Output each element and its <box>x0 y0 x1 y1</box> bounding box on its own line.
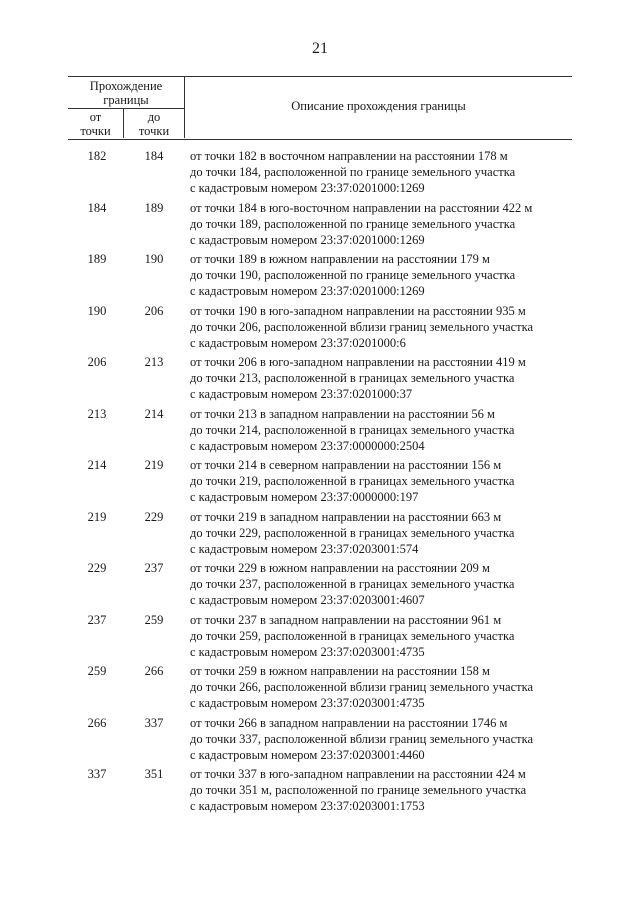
description-line: от точки 213 в западном направлении на расстоянии 56 м <box>190 406 495 421</box>
header-to-line2: точки <box>138 124 170 138</box>
from-point-cell: 184 <box>87 200 107 215</box>
description-cell <box>190 612 572 660</box>
from-point-cell: 266 <box>87 715 107 730</box>
description-line: с кадастровым номером 23:37:0203001:574 <box>190 541 419 556</box>
description-line: с кадастровым номером 23:37:0203001:4735 <box>190 696 425 710</box>
description-line: с кадастровым номером 23:37:0203001:4735 <box>190 644 425 659</box>
table-row <box>68 509 572 561</box>
header-from-point <box>68 110 123 138</box>
from-point-cell: 219 <box>87 509 107 524</box>
description-line: до точки 259, расположенной в границах земельного участка <box>190 628 515 643</box>
to-point-cell: 189 <box>144 200 164 215</box>
description-line: с кадастровым номером 23:37:0201000:6 <box>190 335 406 350</box>
description-line: с кадастровым номером 23:37:0203001:4460 <box>190 747 425 762</box>
from-point-cell: 229 <box>87 561 107 575</box>
description-line: от точки 190 в юго-западном направлении на расстоянии 935 м <box>190 303 526 318</box>
description-cell <box>190 406 572 454</box>
description-line: от точки 189 в южном направлении на расстоянии 179 м <box>190 252 490 266</box>
description-cell <box>190 148 572 196</box>
description-line: до точки 184, расположенной по границе земельного участка <box>190 165 516 179</box>
description-cell <box>190 251 572 299</box>
description-line: до точки 189, расположенной по границе земельного участка <box>190 216 516 231</box>
description-line: от точки 184 в юго-восточном направлении на расстоянии 422 м <box>190 200 533 215</box>
description-line: от точки 182 в восточном направлении на расстоянии 178 м <box>190 149 508 163</box>
header-group-label-line2: границы <box>103 93 149 107</box>
description-line: с кадастровым номером 23:37:0201000:1269 <box>190 284 425 298</box>
table-row <box>68 200 572 252</box>
from-point-cell: 189 <box>87 252 107 266</box>
description-line: до точки 266, расположенной вблизи границ земельного участка <box>190 680 534 694</box>
description-line: с кадастровым номером 23:37:0201000:1269 <box>190 181 425 195</box>
description-cell <box>190 715 572 763</box>
from-point-cell: 237 <box>87 612 107 627</box>
table-row <box>68 663 572 715</box>
header-divider <box>68 108 184 109</box>
table-header <box>68 76 572 140</box>
header-from-line1: от <box>89 110 102 124</box>
description-cell <box>190 457 572 505</box>
description-line: до точки 337, расположенной вблизи границ земельного участка <box>190 731 534 746</box>
description-line: до точки 213, расположенной в границах земельного участка <box>190 371 515 385</box>
description-line: от точки 206 в юго-западном направлении на расстоянии 419 м <box>190 355 526 369</box>
table-row <box>68 612 572 664</box>
to-point-cell: 213 <box>144 355 164 369</box>
description-line: от точки 237 в западном направлении на расстоянии 961 м <box>190 612 502 627</box>
header-to-point <box>124 110 184 138</box>
to-point-cell: 229 <box>144 509 164 524</box>
table-row <box>68 457 572 509</box>
table-row <box>68 251 572 303</box>
table-row <box>68 715 572 767</box>
description-line: от точки 214 в северном направлении на расстоянии 156 м <box>190 458 502 472</box>
to-point-cell: 206 <box>144 303 164 318</box>
description-line: до точки 214, расположенной в границах земельного участка <box>190 422 515 437</box>
description-line: до точки 190, расположенной по границе земельного участка <box>190 268 516 282</box>
table-row <box>68 406 572 458</box>
description-cell <box>190 303 572 351</box>
from-point-cell: 214 <box>87 458 107 472</box>
from-point-cell: 190 <box>87 303 107 318</box>
to-point-cell: 266 <box>144 664 164 678</box>
description-cell <box>190 663 572 711</box>
header-group-label-line1: Прохождение <box>89 79 163 93</box>
header-to-line1: до <box>147 110 161 124</box>
description-line: с кадастровым номером 23:37:0203001:1753 <box>190 799 425 813</box>
description-line: до точки 237, расположенной в границах земельного участка <box>190 577 515 591</box>
description-cell <box>190 354 572 402</box>
description-line: от точки 259 в южном направлении на расстоянии 158 м <box>190 664 490 678</box>
description-line: с кадастровым номером 23:37:0201000:37 <box>190 387 413 401</box>
to-point-cell: 214 <box>144 406 164 421</box>
description-line: от точки 266 в западном направлении на расстоянии 1746 м <box>190 715 508 730</box>
description-line: от точки 229 в южном направлении на расстоянии 209 м <box>190 561 490 575</box>
header-from-line2: точки <box>80 124 111 138</box>
to-point-cell: 219 <box>144 458 164 472</box>
table-row <box>68 303 572 355</box>
from-point-cell: 337 <box>87 767 107 781</box>
to-point-cell: 351 <box>144 767 164 781</box>
table-body <box>68 148 572 818</box>
to-point-cell: 184 <box>144 149 164 163</box>
header-group-label <box>68 79 184 107</box>
description-line: от точки 219 в западном направлении на расстоянии 663 м <box>190 509 502 524</box>
to-point-cell: 190 <box>144 252 164 266</box>
header-description: Описание прохождения границы <box>291 99 466 113</box>
description-cell <box>190 766 572 814</box>
description-line: до точки 206, расположенной вблизи границ земельного участка <box>190 319 534 334</box>
table-row <box>68 354 572 406</box>
from-point-cell: 206 <box>87 355 107 369</box>
to-point-cell: 237 <box>144 561 164 575</box>
description-line: с кадастровым номером 23:37:0201000:1269 <box>190 232 425 247</box>
description-line: с кадастровым номером 23:37:0000000:197 <box>190 490 419 504</box>
description-cell <box>190 200 572 248</box>
description-line: от точки 337 в юго-западном направлении на расстоянии 424 м <box>190 767 526 781</box>
from-point-cell: 182 <box>87 149 107 163</box>
to-point-cell: 337 <box>144 715 164 730</box>
description-line: до точки 351 м, расположенной по границе земельного участка <box>190 783 527 797</box>
description-line: с кадастровым номером 23:37:0203001:4607 <box>190 593 425 607</box>
table-row <box>68 560 572 612</box>
description-line: с кадастровым номером 23:37:0000000:2504 <box>190 438 425 453</box>
table-row <box>68 148 572 200</box>
from-point-cell: 259 <box>87 664 107 678</box>
description-line: до точки 219, расположенной в границах земельного участка <box>190 474 515 488</box>
description-cell <box>190 560 572 608</box>
page-number: 21 <box>312 40 328 57</box>
description-cell <box>190 509 572 557</box>
from-point-cell: 213 <box>87 406 107 421</box>
description-line: до точки 229, расположенной в границах земельного участка <box>190 525 515 540</box>
to-point-cell: 259 <box>144 612 164 627</box>
table-row <box>68 766 572 818</box>
